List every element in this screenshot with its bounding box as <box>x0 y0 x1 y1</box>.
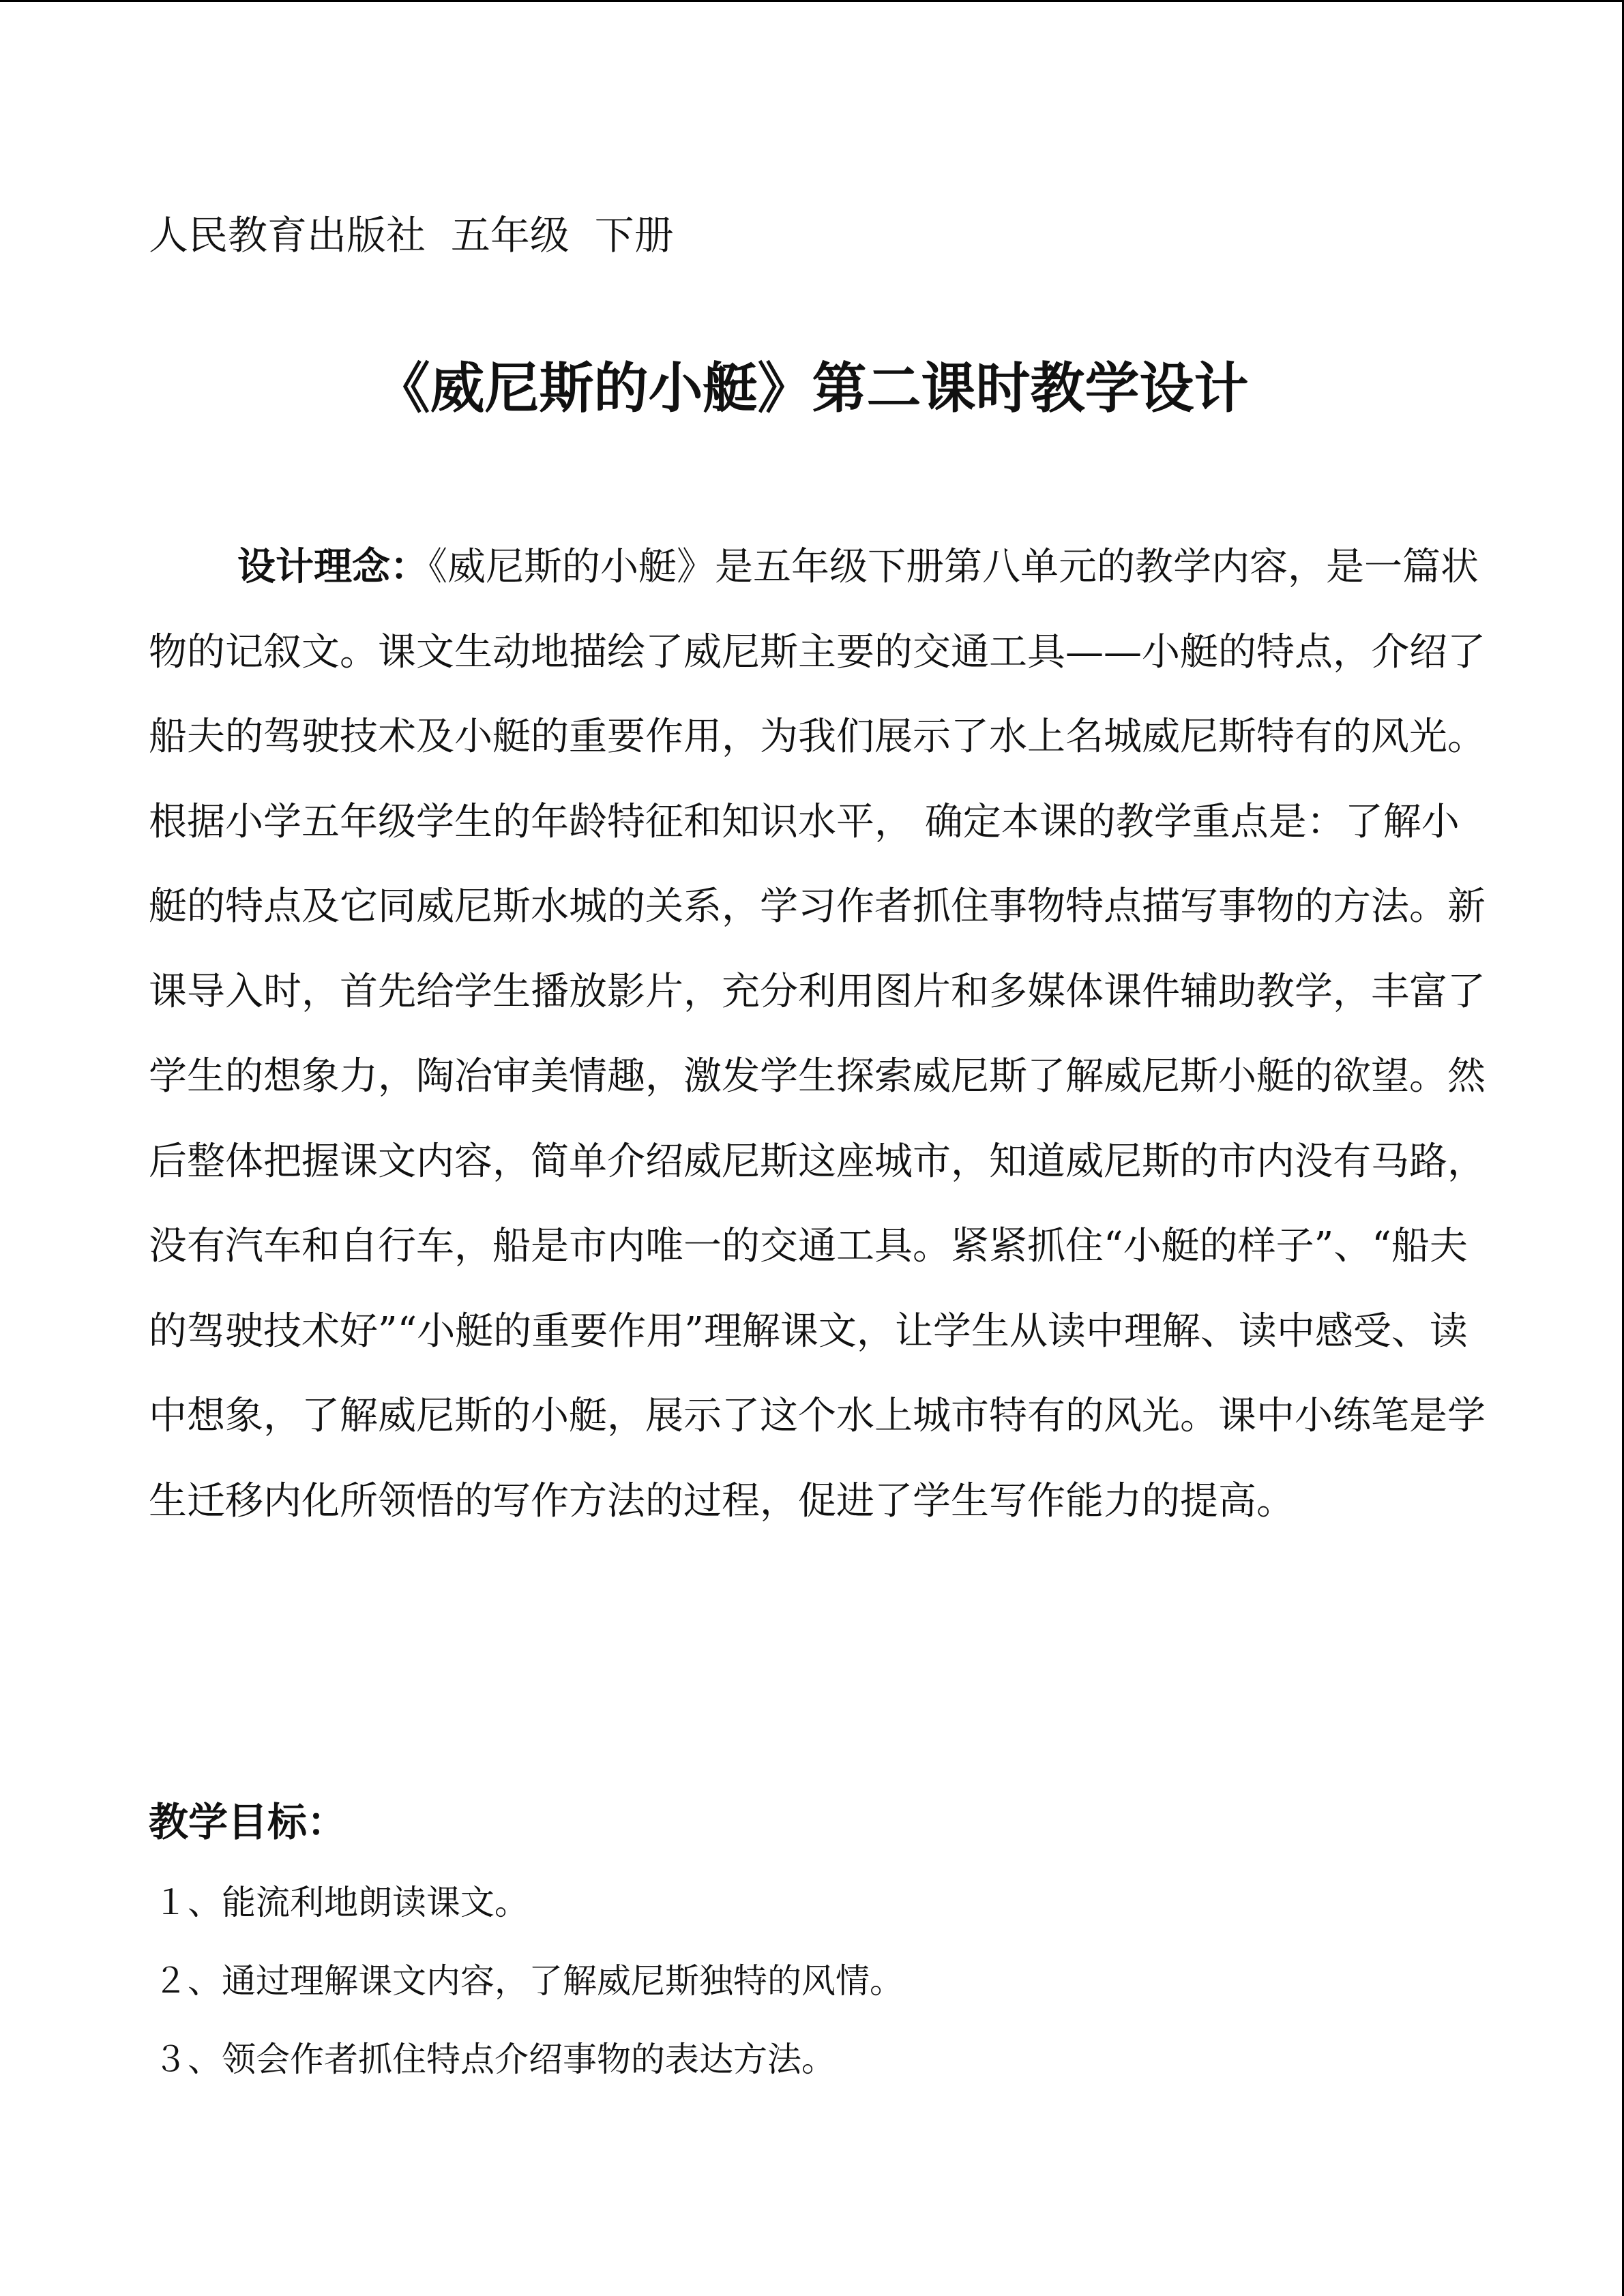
publisher-line: 人民教育出版社 五年级 下册 <box>149 212 674 258</box>
design-concept-text: 《威尼斯的小艇》是五年级下册第八单元的教学内容，是一篇状物的记叙文。课文生动地描绘了威尼斯主要的交通工具——小艇的特点，介绍了船夫的驾驶技术及小艇的重要作用，为我们展示了水上名城威尼斯特有的风光。根据小学五年级学生的年龄特征和知识水平， 确定本课的教学重点是：了解小艇的特点及它同威尼斯水城的关系，学习作者抓住事物特点描写事物的方法。新课导入时，首先给学生播放影片，充分利用图片和多媒体课件辅助教学，丰富了学生的想象力，陶冶审美情趣，激发学生探索威尼斯了解威尼斯小艇的欲望。然后整体把握课文内容，简单介绍威尼斯这座城市，知道威尼斯的市内没有马路，没有汽车和自行车，船是市内唯一的交通工具。紧紧抓住“小艇的样子”、“船夫的驾驶技术好”“小艇的重要作用”理解课文，让学生从读中理解、读中感受、读中想象，了解威尼斯的小艇，展示了这个水上城市特有的风光。课中小练笔是学生迁移内化所领悟的写作方法的过程，促进了学生写作能力的提高。 <box>149 545 1486 1523</box>
teaching-goal-item: １、能流利地朗读课文。 <box>153 1883 529 1922</box>
teaching-goal-item: ３、领会作者抓住特点介绍事物的表达方法。 <box>153 2040 836 2079</box>
teaching-goal-item: ２、通过理解课文内容，了解威尼斯独特的风情。 <box>153 1961 904 2001</box>
teaching-goals-heading: 教学目标： <box>149 1799 347 1845</box>
design-concept-paragraph <box>149 525 1486 1544</box>
document-title: 《威尼斯的小艇》第二课时教学设计 <box>375 357 1249 420</box>
page-border-top <box>0 0 1624 2</box>
design-concept-label: 设计理念： <box>237 545 428 589</box>
